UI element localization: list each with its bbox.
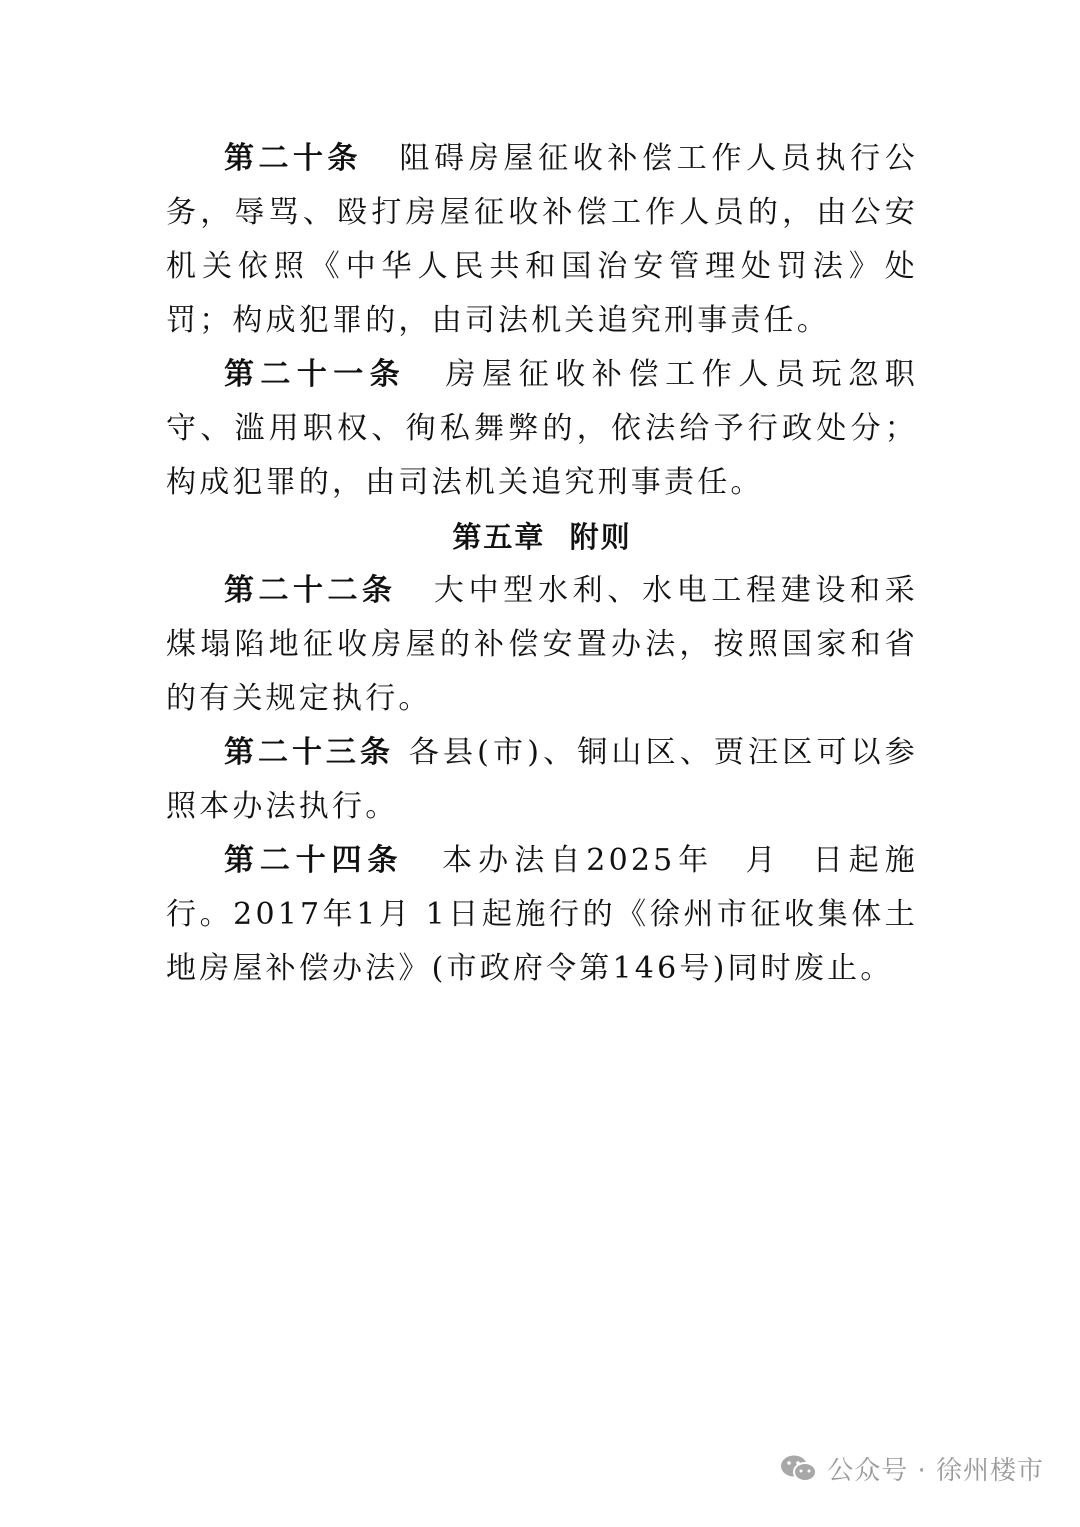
article-text: 大中型水利、水电工程建设和采煤塌陷地征收房屋的补偿安置办法，按照国家和省的有关规定执行。 bbox=[166, 573, 918, 716]
article-21 bbox=[166, 348, 918, 510]
article-22 bbox=[166, 564, 918, 726]
article-23 bbox=[166, 726, 918, 834]
article-heading: 第二十四条 bbox=[224, 843, 404, 878]
wechat-icon bbox=[779, 1453, 819, 1485]
document-page bbox=[166, 132, 918, 996]
article-heading: 第二十一条 bbox=[224, 357, 407, 392]
article-text: 房屋征收补偿工作人员玩忽职守、滥用职权、徇私舞弊的，依法给予行政处分；构成犯罪的，由司法机关追究刑事责任。 bbox=[166, 357, 918, 500]
chapter-title: 第五章 附则 bbox=[452, 520, 632, 554]
article-text: 本办法自2025年 月 日起施行。2017年1月 1日起施行的《徐州市征收集体土地房屋补偿办法》(市政府令第146号)同时废止。 bbox=[166, 843, 919, 986]
article-text: 各县(市)、铜山区、贾汪区可以参照本办法执行。 bbox=[166, 735, 919, 824]
article-heading: 第二十二条 bbox=[224, 573, 397, 608]
article-heading: 第二十三条 bbox=[224, 735, 394, 770]
article-heading: 第二十条 bbox=[224, 141, 362, 176]
watermark-text: 公众号 · 徐州楼市 bbox=[827, 1456, 1044, 1486]
watermark bbox=[779, 1450, 1044, 1487]
article-24 bbox=[166, 834, 918, 996]
article-text: 阻碍房屋征收补偿工作人员执行公务，辱骂、殴打房屋征收补偿工作人员的，由公安机关依照《中华人民共和国治安管理处罚法》处罚；构成犯罪的，由司法机关追究刑事责任。 bbox=[166, 141, 919, 338]
article-20 bbox=[166, 132, 918, 348]
